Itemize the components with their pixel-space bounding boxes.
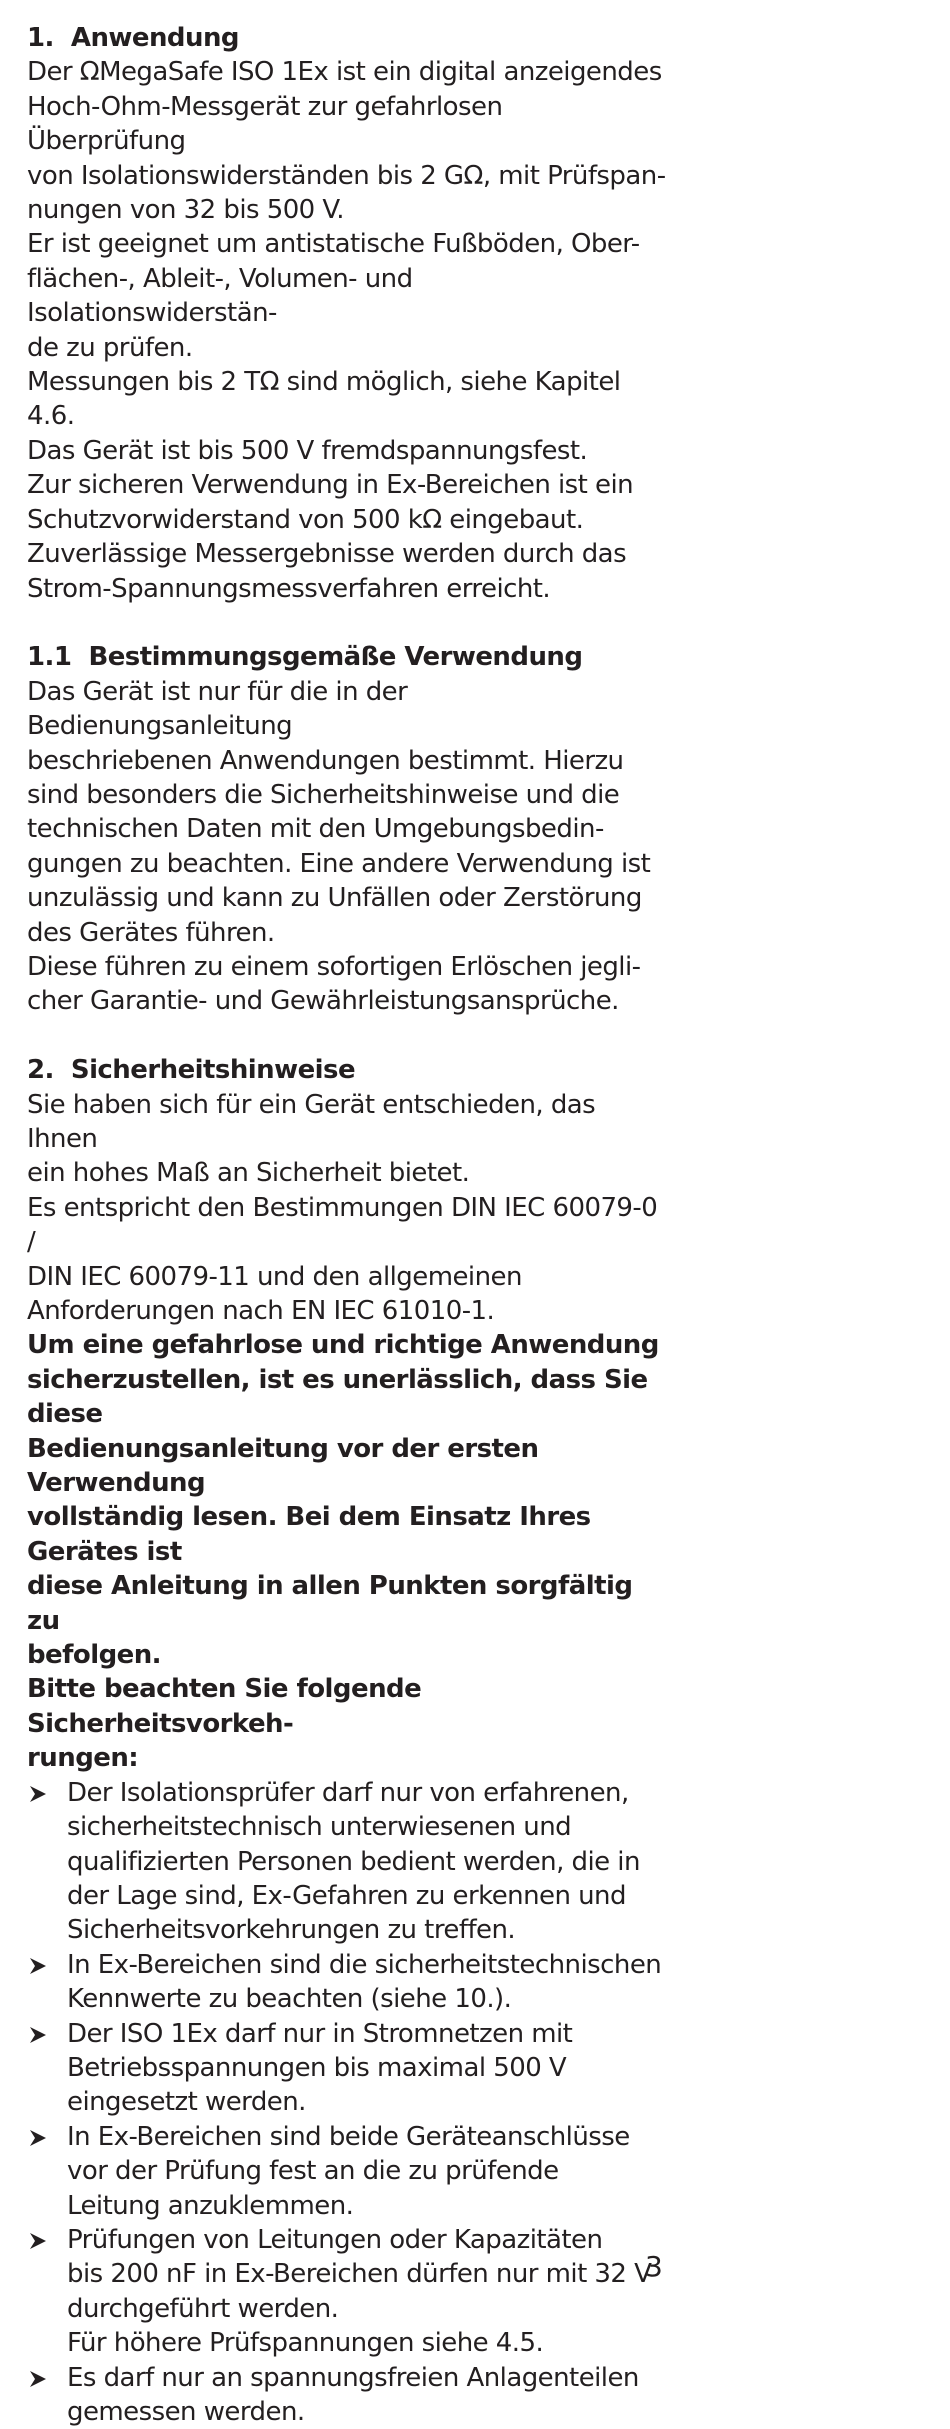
bold-text-line: Bitte beachten Sie folgende Sicherheitsvorkeh-	[27, 1674, 422, 1739]
text-line: In Ex-Bereichen sind beide Geräteanschlüsse	[67, 2121, 630, 2152]
text-line: Es entspricht den Bestimmungen DIN IEC 60079-0 /	[27, 1192, 658, 1258]
text-line: Sie haben sich für ein Gerät entschieden, das Ihnen	[27, 1089, 596, 1154]
text-line: Schutzvorwiderstand von 500 kΩ eingebaut.	[27, 504, 584, 535]
section-number: 1.1	[27, 642, 72, 673]
bold-text-line: Bedienungsanleitung vor der ersten Verwendung	[27, 1433, 539, 1499]
text-line: In Ex-Bereichen sind die sicherheitstechnischen	[67, 1949, 662, 1980]
text-line: qualifizierten Personen bedient werden, die in	[67, 1846, 640, 1877]
text-line: Diese führen zu einem sofortigen Erlöschen jegli-	[27, 951, 641, 982]
section-number: 2.	[27, 1055, 54, 1086]
text-line: Kennwerte zu beachten (siehe 10.).	[67, 1984, 512, 2015]
text-line: Sicherheitsvorkehrungen zu treffen.	[67, 1915, 516, 1946]
section-title: Sicherheitshinweise	[70, 1055, 356, 1086]
text-line: gemessen werden.	[67, 2397, 305, 2427]
text-line: Der ΩMegaSafe ISO 1Ex ist ein digital anzeigendes	[27, 57, 662, 88]
bold-text-line: vollständig lesen. Bei dem Einsatz Ihres Gerätes ist	[27, 1502, 591, 1567]
text-line: Strom-Spannungsmessverfahren erreicht.	[27, 573, 551, 604]
section-body	[27, 55, 667, 606]
text-line: technischen Daten mit den Umgebungsbedin-	[27, 814, 604, 845]
page-number: 3	[645, 2250, 663, 2283]
spacer	[27, 1019, 667, 1053]
section-number: 1.	[27, 23, 54, 53]
section-heading	[27, 1053, 667, 1087]
text-line: des Gerätes führen.	[27, 917, 275, 948]
section-title: Anwendung	[70, 23, 239, 53]
text-line: Betriebsspannungen bis maximal 500 V	[67, 2052, 567, 2083]
text-line: bis 200 nF in Ex-Bereichen dürfen nur mit 32 V	[67, 2259, 652, 2290]
section-heading	[27, 640, 667, 674]
text-line: Für höhere Prüfspannungen siehe 4.5.	[67, 2328, 544, 2359]
list-item	[27, 1776, 667, 1948]
bold-text-line: diese Anleitung in allen Punkten sorgfältig zu	[27, 1571, 633, 1636]
arrowhead-bullet-icon	[29, 1785, 47, 1803]
arrowhead-bullet-icon	[29, 1957, 47, 1975]
text-line: Es darf nur an spannungsfreien Anlagenteilen	[67, 2362, 639, 2393]
arrowhead-bullet-icon	[29, 2370, 47, 2388]
spacer	[27, 606, 667, 640]
list-item	[27, 2223, 667, 2361]
bold-text-line: rungen:	[27, 1743, 139, 1774]
text-line: Der ISO 1Ex darf nur in Stromnetzen mit	[67, 2018, 573, 2049]
text-line: DIN IEC 60079-11 und den allgemeinen	[27, 1261, 522, 1292]
text-line: Das Gerät ist nur für die in der Bedienungsanleitung	[27, 676, 408, 742]
text-line: beschriebenen Anwendungen bestimmt. Hierzu	[27, 745, 624, 776]
section-title: Bestimmungsgemäße Verwendung	[88, 642, 583, 673]
text-line: Er ist geeignet um antistatische Fußböden, Ober-	[27, 229, 640, 260]
text-line: der Lage sind, Ex-Gefahren zu erkennen und	[67, 1880, 626, 1911]
document-body	[27, 21, 667, 2429]
text-line: de zu prüfen.	[27, 332, 193, 363]
text-line: Das Gerät ist bis 500 V fremdspannungsfest.	[27, 435, 588, 466]
text-line: nungen von 32 bis 500 V.	[27, 195, 344, 226]
list-item	[27, 1948, 667, 2017]
safety-bullet-list	[27, 1776, 667, 2429]
text-line: Prüfungen von Leitungen oder Kapazitäten	[67, 2224, 603, 2255]
text-line: Anforderungen nach EN IEC 61010-1.	[27, 1296, 495, 1326]
bold-text-line: sicherzustellen, ist es unerlässlich, dass Sie diese	[27, 1364, 648, 1430]
text-line: vor der Prüfung fest an die zu prüfende	[67, 2156, 559, 2187]
text-line: ein hohes Maß an Sicherheit bietet.	[27, 1158, 470, 1189]
arrowhead-bullet-icon	[29, 2232, 47, 2250]
text-line: gungen zu beachten. Eine andere Verwendung ist	[27, 848, 651, 879]
text-line: eingesetzt werden.	[67, 2087, 306, 2118]
bold-text-line: Um eine gefahrlose und richtige Anwendung	[27, 1330, 659, 1361]
text-line: Der Isolationsprüfer darf nur von erfahrenen,	[67, 1777, 629, 1808]
text-line: cher Garantie- und Gewährleistungsansprüche.	[27, 986, 619, 1017]
text-line: unzulässig und kann zu Unfällen oder Zerstörung	[27, 883, 642, 914]
section-body	[27, 1088, 667, 2429]
text-line: Zuverlässige Messergebnisse werden durch das	[27, 539, 627, 570]
bold-text-line: befolgen.	[27, 1640, 162, 1671]
text-line: sicherheitstechnisch unterwiesenen und	[67, 1812, 572, 1843]
arrowhead-bullet-icon	[29, 2026, 47, 2044]
text-line: Messungen bis 2 TΩ sind möglich, siehe Kapitel 4.6.	[27, 367, 621, 432]
text-line: durchgeführt werden.	[67, 2293, 339, 2324]
text-line: von Isolationswiderständen bis 2 GΩ, mit Prüfspan-	[27, 160, 666, 191]
text-line: sind besonders die Sicherheitshinweise und die	[27, 779, 620, 810]
arrowhead-bullet-icon	[29, 2129, 47, 2147]
text-line: Leitung anzuklemmen.	[67, 2190, 354, 2221]
section-body	[27, 675, 667, 1019]
text-line: flächen-, Ableit-, Volumen- und Isolationswiderstän-	[27, 263, 413, 329]
list-item	[27, 2120, 667, 2223]
section-heading	[27, 21, 667, 55]
list-item	[27, 2017, 667, 2120]
text-line: Zur sicheren Verwendung in Ex-Bereichen ist ein	[27, 470, 634, 501]
list-item	[27, 2361, 667, 2429]
text-line: Hoch-Ohm-Messgerät zur gefahrlosen Überprüfung	[27, 91, 503, 157]
